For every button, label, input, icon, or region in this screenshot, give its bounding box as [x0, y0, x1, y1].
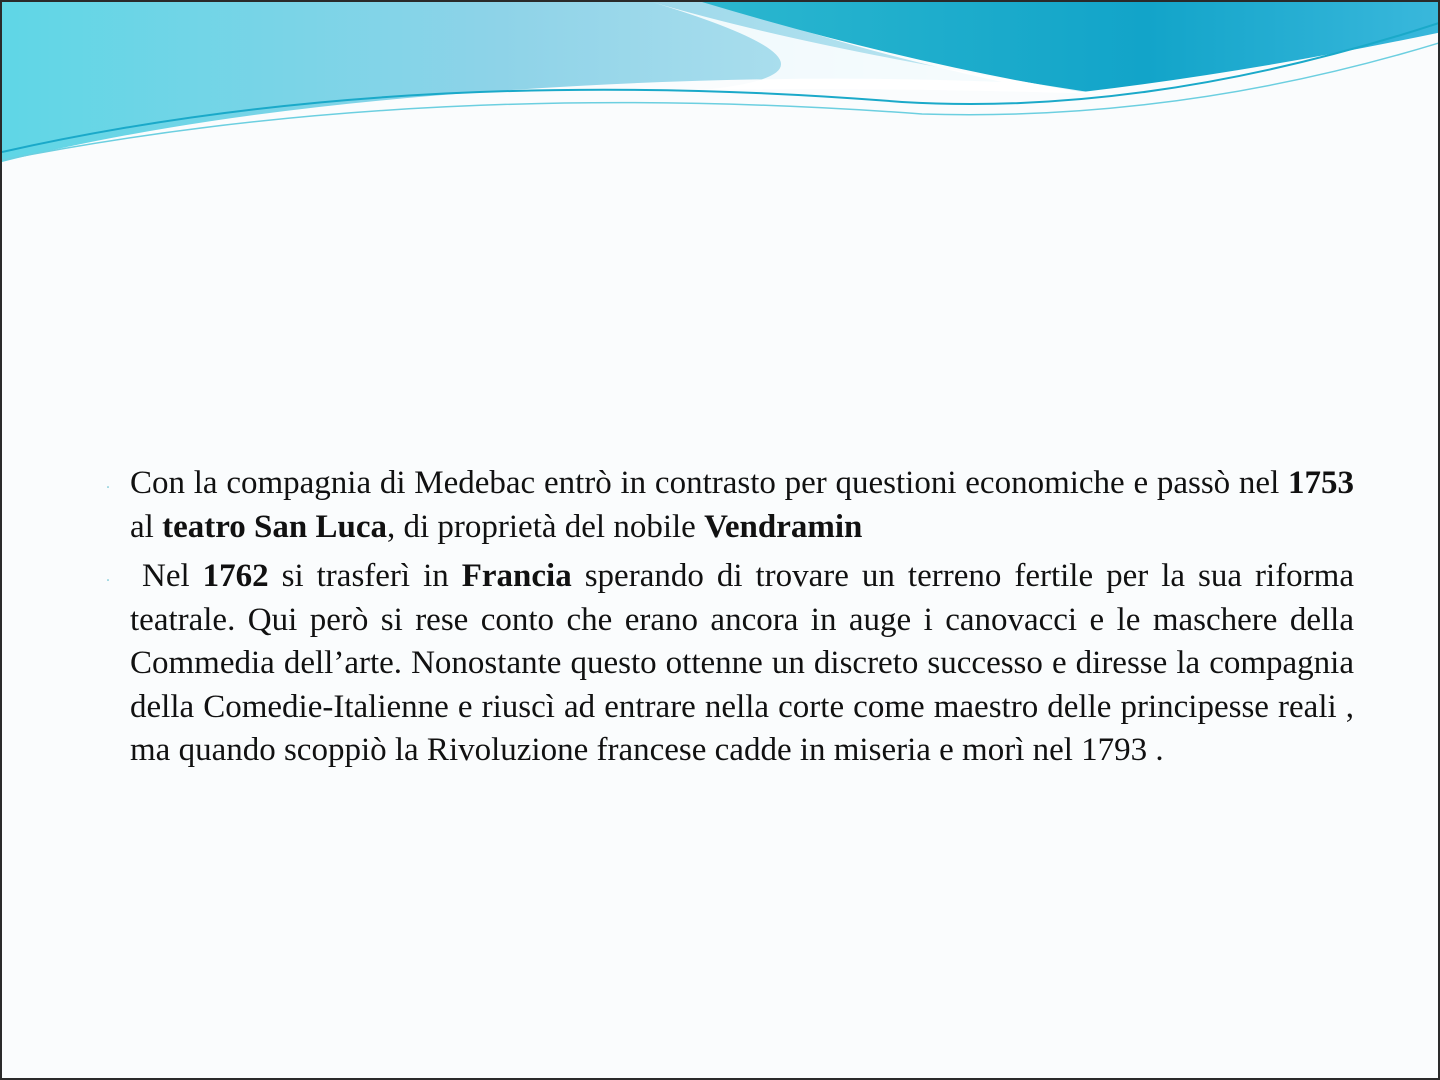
bold-teatro-san-luca: teatro San Luca	[162, 508, 387, 545]
bold-francia: Francia	[461, 558, 572, 594]
bold-year-1753: 1753	[1288, 465, 1354, 501]
text-run: sperando di trovare un terreno fertile per la sua riforma teatrale. Qui però si rese conto che erano ancora in auge i canovacci e le maschere della Commedia dell’arte. Nonostante questo ottenne un discreto successo e diresse la compagnia della Comedie-Italienne e riuscì ad entrare nella corte come maestro delle principesse reali , ma quando scoppiò la Rivoluzione francese cadde in miseria e morì nel 1793 .	[130, 558, 1354, 768]
bullet-mark: .	[106, 568, 110, 585]
text-run: Nel	[142, 558, 203, 594]
paragraph-francia	[106, 555, 1354, 773]
bold-vendramin: Vendramin	[704, 508, 863, 545]
text-run: , di proprietà del nobile	[386, 508, 705, 545]
header-wave-decoration	[2, 2, 1440, 182]
body-text	[106, 462, 1354, 779]
text-run: Con la compagnia di Medebac entrò in contrasto per questioni economiche e passò nel	[130, 465, 1288, 501]
text-run: si trasferì in	[268, 558, 462, 594]
paragraph-medebac	[106, 462, 1354, 549]
bold-year-1762: 1762	[202, 558, 269, 594]
text-run: al	[130, 508, 163, 545]
bullet-mark: .	[106, 475, 110, 492]
